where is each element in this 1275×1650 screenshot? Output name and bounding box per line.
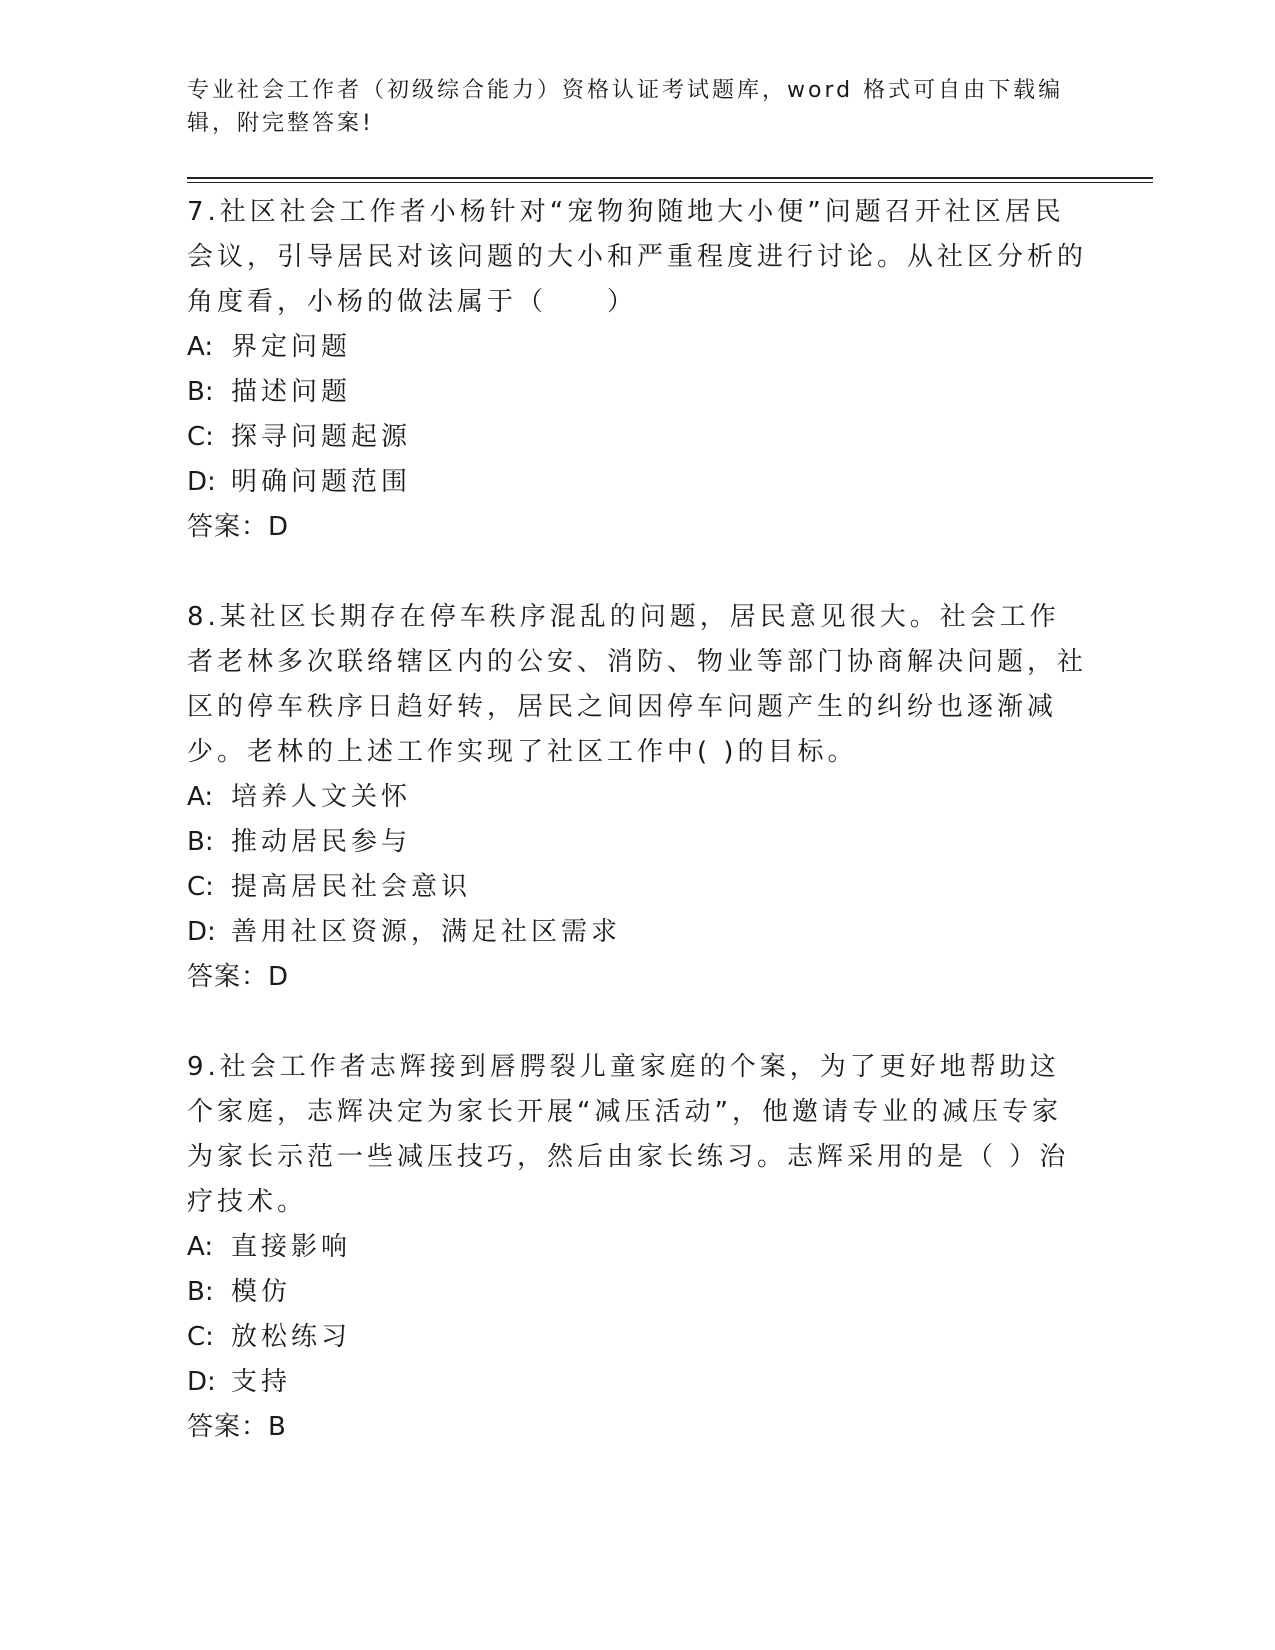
page-header: 专业社会工作者（初级综合能力）资格认证考试题库，word 格式可自由下载编辑，附完整答案! (187, 78, 1064, 136)
option-c (187, 415, 1087, 460)
answer-line (187, 505, 1087, 550)
option-letter: B: (187, 827, 214, 857)
answer-value: D (268, 962, 290, 992)
option-d (187, 910, 1087, 955)
option-text: 支持 (231, 1367, 292, 1397)
header-rule-thick (187, 177, 1153, 179)
option-text: 善用社区资源，满足社区需求 (231, 917, 622, 947)
option-text: 直接影响 (231, 1232, 352, 1262)
answer-label: 答案： (187, 512, 269, 542)
option-a (187, 775, 1087, 820)
option-a (187, 325, 1087, 370)
answer-value: B (268, 1412, 287, 1442)
question-stem: 8.某社区长期存在停车秩序混乱的问题，居民意见很大。社会工作者老林多次联络辖区内的公安、消防、物业等部门协商解决问题，社区的停车秩序日趋好转，居民之间因停车问题产生的纠纷也逐渐减少。老林的上述工作实现了社区工作中( )的目标。 (187, 602, 1088, 767)
header-rule-thin (187, 182, 1153, 183)
option-b (187, 1270, 1087, 1315)
option-text: 探寻问题起源 (231, 422, 412, 452)
option-text: 描述问题 (231, 377, 352, 407)
option-letter: C: (187, 872, 214, 902)
option-a (187, 1225, 1087, 1270)
option-letter: D: (187, 467, 216, 497)
option-d (187, 460, 1087, 505)
option-text: 明确问题范围 (231, 467, 412, 497)
answer-line (187, 955, 1087, 1000)
option-letter: C: (187, 1322, 214, 1352)
option-letter: B: (187, 1277, 214, 1307)
option-letter: D: (187, 1367, 216, 1397)
option-d (187, 1360, 1087, 1405)
question-stem: 7.社区社会工作者小杨针对“宠物狗随地大小便”问题召开社区居民会议，引导居民对该问题的大小和严重程度进行讨论。从社区分析的角度看，小杨的做法属于（ ） (187, 197, 1088, 317)
option-text: 模仿 (231, 1277, 292, 1307)
option-text: 提高居民社会意识 (231, 872, 472, 902)
option-b (187, 370, 1087, 415)
question-7 (187, 190, 1087, 550)
option-list (187, 1225, 1087, 1405)
option-text: 界定问题 (231, 332, 352, 362)
option-letter: D: (187, 917, 216, 947)
answer-line (187, 1405, 1087, 1450)
option-letter: A: (187, 1232, 214, 1262)
option-text: 放松练习 (231, 1322, 352, 1352)
option-letter: A: (187, 332, 214, 362)
option-list (187, 325, 1087, 505)
option-c (187, 1315, 1087, 1360)
option-text: 培养人文关怀 (231, 782, 412, 812)
option-b (187, 820, 1087, 865)
option-c (187, 865, 1087, 910)
question-8 (187, 595, 1087, 1000)
question-stem: 9.社会工作者志辉接到唇腭裂儿童家庭的个案，为了更好地帮助这个家庭，志辉决定为家长开展“减压活动”，他邀请专业的减压专家为家长示范一些减压技巧，然后由家长练习。志辉采用的是（ ）治疗技术。 (187, 1052, 1070, 1217)
option-list (187, 775, 1087, 955)
question-9 (187, 1045, 1087, 1450)
answer-label: 答案： (187, 1412, 269, 1442)
option-text: 推动居民参与 (231, 827, 412, 857)
option-letter: A: (187, 782, 214, 812)
option-letter: B: (187, 377, 214, 407)
answer-label: 答案： (187, 962, 269, 992)
question-list (187, 190, 1087, 1450)
option-letter: C: (187, 422, 214, 452)
answer-value: D (268, 512, 290, 542)
